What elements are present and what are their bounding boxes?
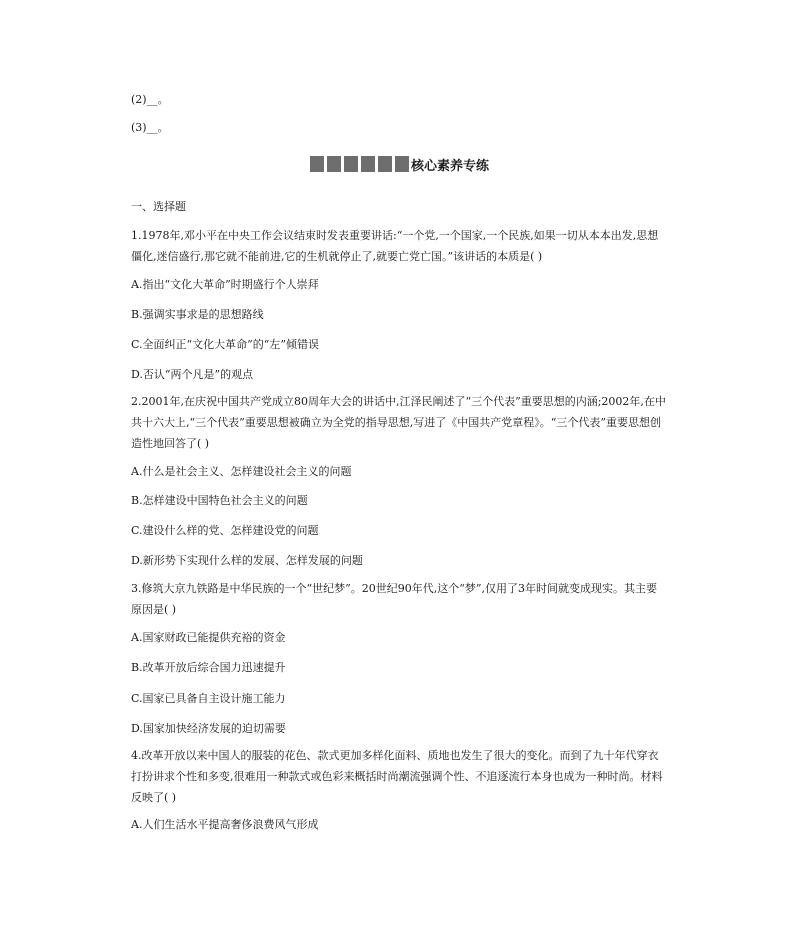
question-stem: 1.1978年,邓小平在中央工作会议结束时发表重要讲话:“一个党,一个国家,一个民族,如果一切从本本出发,思想僵化,迷信盛行,那它就不能前进,它的生机就停止了,就要亡党亡国。”该讲话的本质是( ): [131, 229, 659, 263]
title-block: [344, 156, 358, 172]
section-title-text: 核心素养专练: [411, 158, 490, 174]
question-stem: 3.修筑大京九铁路是中华民族的一个“世纪梦”。20世纪90年代,这个“梦”,仅用了3年时间就变成现实。其主要原因是( ): [131, 582, 657, 616]
answer-line-3: (3)__。: [131, 121, 169, 134]
question-option: C.国家已具备自主设计施工能力: [131, 692, 286, 705]
title-block: [327, 156, 341, 172]
title-block: [395, 156, 409, 172]
title-block: [361, 156, 375, 172]
question-option: A.人们生活水平提高奢侈浪费风气形成: [131, 818, 319, 831]
question-stem: 4.改革开放以来中国人的服装的花色、款式更加多样化面料、质地也发生了很大的变化。而到了九十年代穿衣打扮讲求个性和多变,很难用一种款式或色彩来概括时尚潮流强调个性、不追逐流行本身也成为一种时尚。材料反映了( ): [131, 749, 663, 804]
question-stem: 2.2001年,在庆祝中国共产党成立80周年大会的讲话中,江泽民阐述了“三个代表”重要思想的内涵;2002年,在中共十六大上,“三个代表”重要思想被确立为全党的指导思想,写进了《中国共产党章程》。“三个代表”重要思想创造性地回答了( ): [131, 395, 666, 450]
question-option: C.全面纠正“文化大革命”的“左”倾错误: [131, 338, 320, 351]
title-block: [378, 156, 392, 172]
question-option: A.指出“文化大革命”时期盛行个人崇拜: [131, 278, 319, 291]
question-option: D.国家加快经济发展的迫切需要: [131, 722, 286, 735]
title-decoration: [310, 156, 409, 172]
question-option: B.强调实事求是的思想路线: [131, 308, 264, 321]
section-title: [310, 153, 489, 175]
question-option: D.新形势下实现什么样的发展、怎样发展的问题: [131, 554, 363, 567]
title-block: [310, 156, 324, 172]
question-option: A.国家财政已能提供充裕的资金: [131, 631, 286, 644]
answer-line-2: (2)__。: [131, 93, 169, 106]
question-option: C.建设什么样的党、怎样建设党的问题: [131, 524, 319, 537]
question-option: B.怎样建设中国特色社会主义的问题: [131, 494, 308, 507]
question-option: A.什么是社会主义、怎样建设社会主义的问题: [131, 465, 352, 478]
question-option: D.否认“两个凡是”的观点: [131, 368, 254, 381]
subsection-heading: 一、选择题: [131, 200, 186, 213]
question-option: B.改革开放后综合国力迅速提升: [131, 661, 286, 674]
